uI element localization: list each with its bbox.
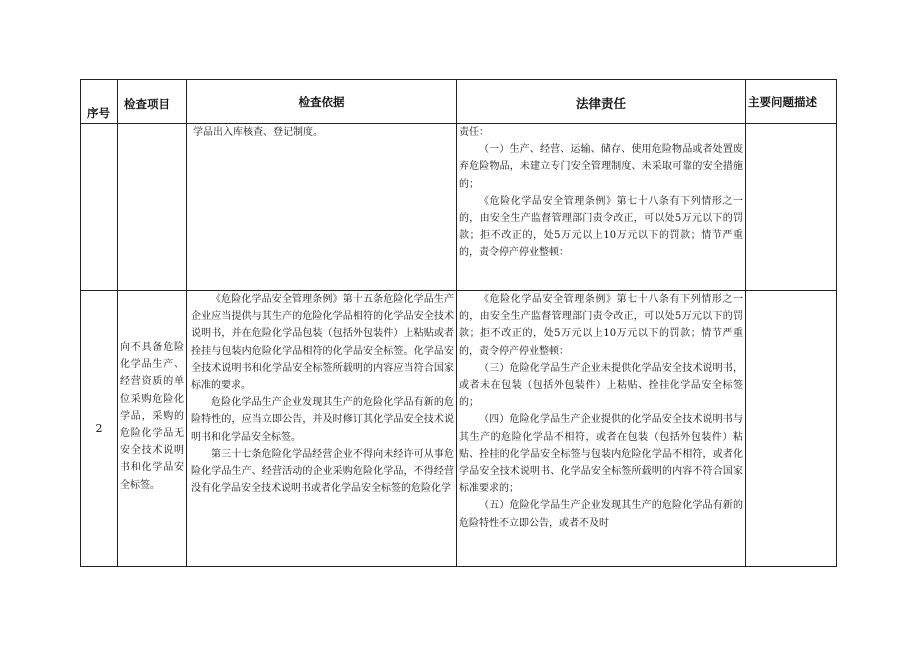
row2-basis-para: 第三十七条危险化学品经营企业不得向未经许可从事危险化学品生产、经营活动的企业采购危险化学品，不得经营没有化学品安全技术说明书或者化学品安全标签的危险化学 [191, 448, 454, 495]
row1-law-para: 《危险化学品安全管理条例》第七十八条有下列情形之一的，由安全生产监督管理部门责令改正，可以处5万元以下的罚款；拒不改正的，处5万元以上10万元以下的罚款；情节严重的，责令停产停业整顿： [459, 195, 743, 259]
header-law: 法律责任 [457, 80, 746, 124]
row1-seq [81, 124, 118, 291]
row2-basis [187, 291, 457, 567]
row2-item: 向不具备危险化学品生产、经营资质的单位采购危险化学品，采购的危险化学品无安全技术说明书和化学品安全标签。 [118, 291, 187, 567]
table-row [81, 291, 837, 567]
row2-law-para: 《危险化学品安全管理条例》第七十八条有下列情形之一的，由安全生产监督管理部门责令改正，可以处5万元以下的罚款；拒不改正的，处5万元以上10万元以下的罚款；情节严重的，责令停产停业整顿： [459, 294, 743, 357]
row2-law-para: （五）危险化学品生产企业发现其生产的危险化学品有新的危险特性不立即公告，或者不及时 [459, 500, 743, 529]
row1-basis: 学品出入库核查、登记制度。 [187, 124, 457, 291]
header-basis: 检查依据 [187, 80, 457, 124]
row2-basis-para: 危险化学品生产企业发现其生产的危险化学品有新的危险特性的，应当立即公告，并及时修订其化学品安全技术说明书和化学品安全标签。 [191, 397, 454, 443]
row2-desc [746, 291, 837, 567]
row1-law-para: 责任： [459, 127, 489, 138]
row1-item [118, 124, 187, 291]
row2-seq: 2 [81, 291, 118, 567]
row1-desc [746, 124, 837, 291]
row2-law-para: （三）危险化学品生产企业未提供化学品安全技术说明书，或者未在包装（包括外包装件）上粘贴、拴挂化学品安全标签的； [459, 362, 743, 409]
inspection-table [80, 79, 837, 567]
row2-law [457, 291, 746, 567]
header-seq: 序号 [81, 80, 118, 124]
header-row [81, 80, 837, 124]
table-row [81, 124, 837, 291]
row1-law [457, 124, 746, 291]
header-item: 检查项目 [118, 80, 187, 124]
row1-law-para: （一）生产、经营、运输、储存、使用危险物品或者处置废弃危险物品，未建立专门安全管理制度、未采取可靠的安全措施的； [459, 144, 743, 190]
row2-basis-para: 《危险化学品安全管理条例》第十五条危险化学品生产企业应当提供与其生产的危险化学品相符的化学品安全技术说明书，并在危险化学品包装（包括外包装件）上粘贴或者拴挂与包装内危险化学品相符的化学品安全标签。化学品安全技术说明书和化学品安全标签所载明的内容应当符合国家标准的要求。 [191, 294, 454, 392]
row2-law-para: （四）危险化学品生产企业提供的化学品安全技术说明书与其生产的危险化学品不相符，或者在包装（包括外包装件）粘贴、拴挂的化学品安全标签与包装内危险化学品不相符，或者化学品安全技术说明书、化学品安全标签所载明的内容不符合国家标准要求的； [459, 414, 743, 495]
header-desc: 主要问题描述 [746, 80, 837, 124]
